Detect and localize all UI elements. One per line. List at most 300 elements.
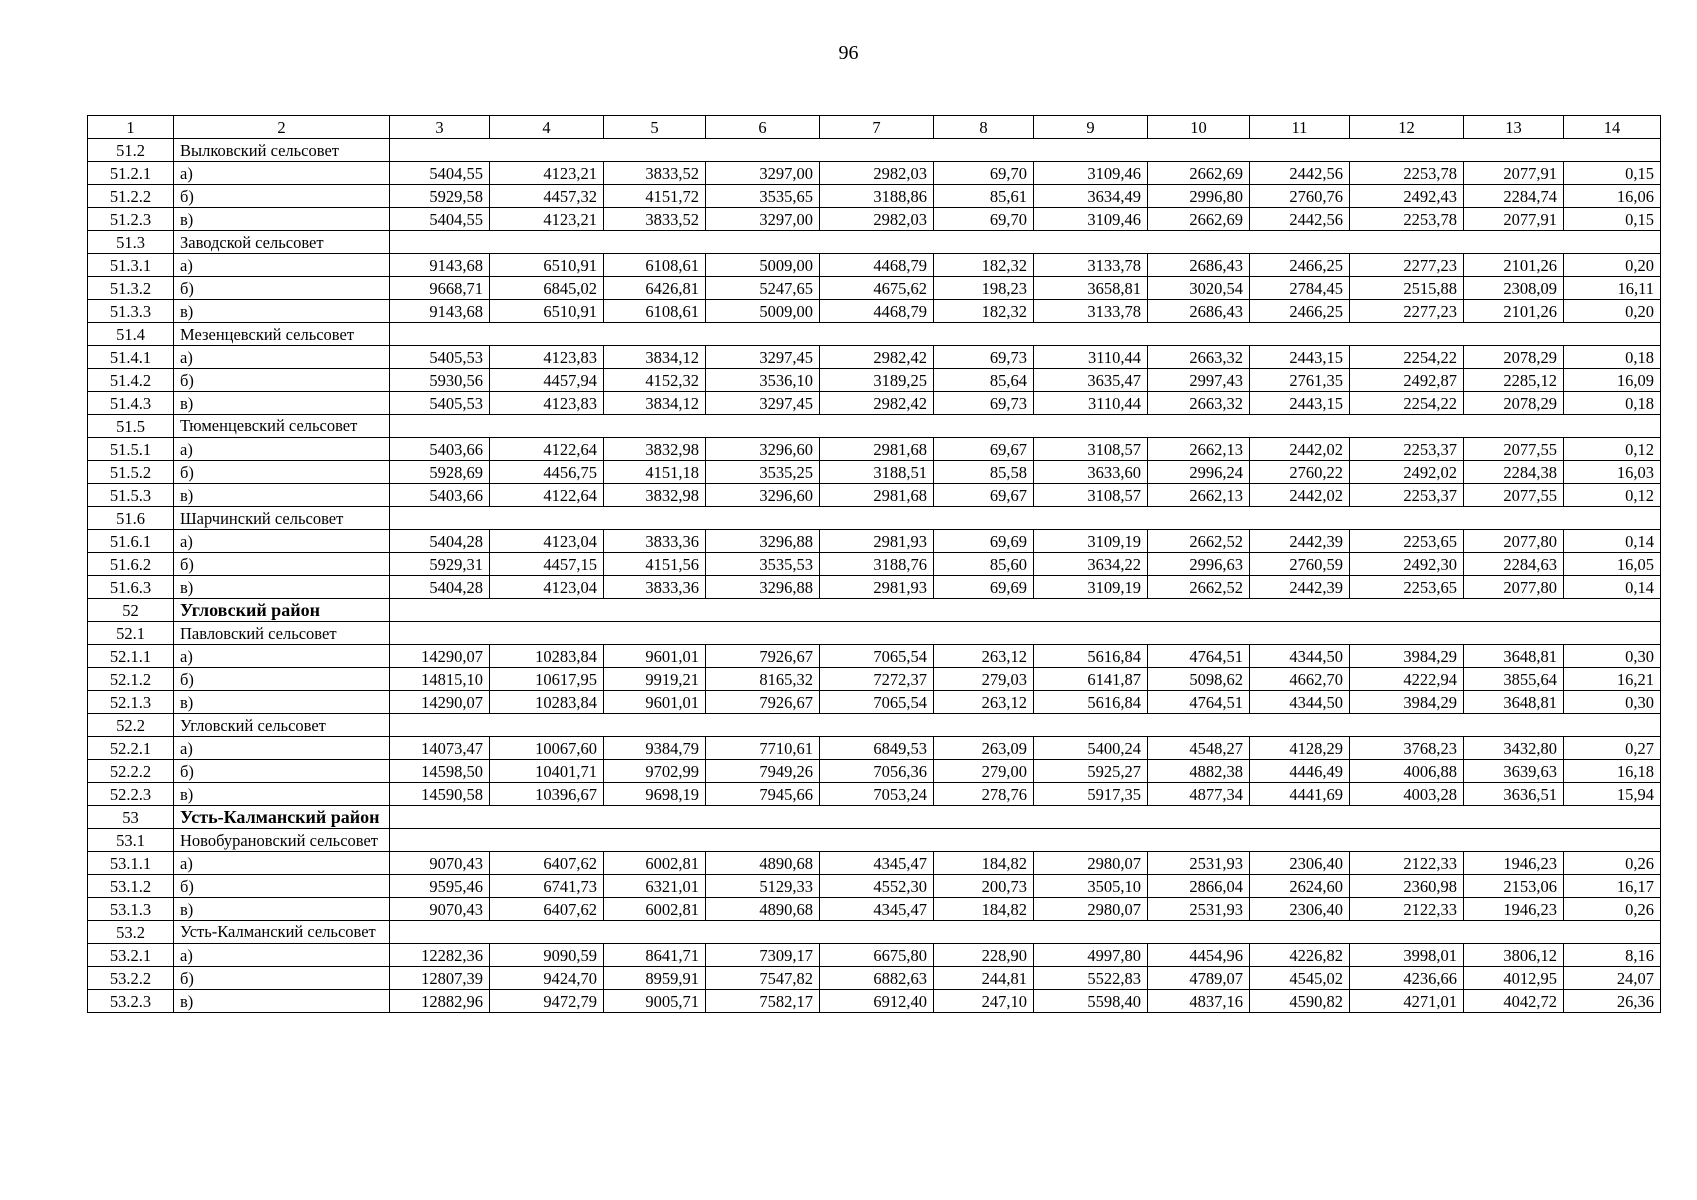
row-code: 51.3.2 [88, 277, 174, 300]
value-cell: 2662,69 [1148, 208, 1250, 231]
row-label: в) [174, 576, 390, 599]
section-name: Мезенцевский сельсовет [174, 323, 390, 346]
value-cell: 2078,29 [1464, 346, 1564, 369]
value-cell: 3639,63 [1464, 760, 1564, 783]
value-cell: 2982,03 [820, 162, 934, 185]
value-cell: 2077,80 [1464, 530, 1564, 553]
value-cell: 7056,36 [820, 760, 934, 783]
value-cell: 2122,33 [1350, 852, 1464, 875]
value-cell: 10396,67 [490, 783, 604, 806]
value-cell: 0,26 [1564, 852, 1661, 875]
value-cell: 4675,62 [820, 277, 934, 300]
value-cell: 2982,42 [820, 346, 934, 369]
value-cell: 4151,18 [604, 461, 706, 484]
value-cell: 2531,93 [1148, 898, 1250, 921]
value-cell: 4446,49 [1250, 760, 1350, 783]
value-cell: 16,03 [1564, 461, 1661, 484]
value-cell: 2442,39 [1250, 576, 1350, 599]
value-cell: 5404,28 [390, 576, 490, 599]
row-code: 52.2.3 [88, 783, 174, 806]
value-cell: 9601,01 [604, 691, 706, 714]
value-cell: 2360,98 [1350, 875, 1464, 898]
row-label: б) [174, 668, 390, 691]
value-cell: 2760,22 [1250, 461, 1350, 484]
value-cell: 14290,07 [390, 691, 490, 714]
row-code: 53.1 [88, 829, 174, 852]
value-cell: 3658,81 [1034, 277, 1148, 300]
table-row [88, 438, 1661, 461]
value-cell: 6882,63 [820, 967, 934, 990]
value-cell: 2997,43 [1148, 369, 1250, 392]
value-cell: 7710,61 [706, 737, 820, 760]
value-cell: 3188,76 [820, 553, 934, 576]
value-cell: 5400,24 [1034, 737, 1148, 760]
column-header: 4 [490, 116, 604, 139]
value-cell: 2077,55 [1464, 438, 1564, 461]
value-cell: 2761,35 [1250, 369, 1350, 392]
value-cell: 0,18 [1564, 346, 1661, 369]
row-code: 52.1.3 [88, 691, 174, 714]
row-code: 53.1.2 [88, 875, 174, 898]
value-cell: 2306,40 [1250, 852, 1350, 875]
value-cell: 0,15 [1564, 162, 1661, 185]
value-cell: 3189,25 [820, 369, 934, 392]
value-cell: 5098,62 [1148, 668, 1250, 691]
table-row [88, 185, 1661, 208]
value-cell: 14590,58 [390, 783, 490, 806]
value-cell: 4456,75 [490, 461, 604, 484]
value-cell: 6845,02 [490, 277, 604, 300]
value-cell: 6407,62 [490, 852, 604, 875]
column-header: 12 [1350, 116, 1464, 139]
value-cell: 9698,19 [604, 783, 706, 806]
value-cell: 9595,46 [390, 875, 490, 898]
value-cell: 3110,44 [1034, 392, 1148, 415]
value-cell: 3832,98 [604, 438, 706, 461]
row-code: 51.5.1 [88, 438, 174, 461]
value-cell: 1946,23 [1464, 852, 1564, 875]
table-row [88, 576, 1661, 599]
row-code: 51.5.2 [88, 461, 174, 484]
value-cell: 0,30 [1564, 645, 1661, 668]
value-cell: 3833,52 [604, 162, 706, 185]
value-cell: 0,12 [1564, 484, 1661, 507]
value-cell: 16,18 [1564, 760, 1661, 783]
row-code: 51.6.1 [88, 530, 174, 553]
value-cell: 2253,78 [1350, 162, 1464, 185]
value-cell: 0,30 [1564, 691, 1661, 714]
value-cell: 69,69 [934, 576, 1034, 599]
section-row [88, 714, 1661, 737]
row-code: 51.3 [88, 231, 174, 254]
value-cell: 2284,63 [1464, 553, 1564, 576]
value-cell: 5917,35 [1034, 783, 1148, 806]
column-header: 10 [1148, 116, 1250, 139]
value-cell: 9005,71 [604, 990, 706, 1013]
row-code: 52.2.1 [88, 737, 174, 760]
table-row [88, 162, 1661, 185]
value-cell: 69,69 [934, 530, 1034, 553]
value-cell: 6426,81 [604, 277, 706, 300]
row-code: 52.2 [88, 714, 174, 737]
value-cell: 5598,40 [1034, 990, 1148, 1013]
value-cell: 3110,44 [1034, 346, 1148, 369]
value-cell: 69,70 [934, 162, 1034, 185]
value-cell: 2253,65 [1350, 530, 1464, 553]
value-cell: 10617,95 [490, 668, 604, 691]
value-cell: 4344,50 [1250, 645, 1350, 668]
empty-span-cell [390, 622, 1661, 645]
column-header: 8 [934, 116, 1034, 139]
value-cell: 8641,71 [604, 944, 706, 967]
row-code: 51.2.2 [88, 185, 174, 208]
value-cell: 2253,65 [1350, 576, 1464, 599]
value-cell: 69,67 [934, 438, 1034, 461]
value-cell: 6141,87 [1034, 668, 1148, 691]
value-cell: 2981,68 [820, 484, 934, 507]
value-cell: 9090,59 [490, 944, 604, 967]
empty-span-cell [390, 829, 1661, 852]
table-body [88, 116, 1661, 1013]
row-label: а) [174, 346, 390, 369]
value-cell: 10283,84 [490, 645, 604, 668]
value-cell: 4454,96 [1148, 944, 1250, 967]
value-cell: 263,12 [934, 645, 1034, 668]
column-header: 1 [88, 116, 174, 139]
value-cell: 4890,68 [706, 852, 820, 875]
column-header: 2 [174, 116, 390, 139]
value-cell: 12807,39 [390, 967, 490, 990]
value-cell: 7547,82 [706, 967, 820, 990]
value-cell: 14290,07 [390, 645, 490, 668]
value-cell: 14598,50 [390, 760, 490, 783]
value-cell: 2662,52 [1148, 576, 1250, 599]
value-cell: 4997,80 [1034, 944, 1148, 967]
value-cell: 263,12 [934, 691, 1034, 714]
value-cell: 5405,53 [390, 346, 490, 369]
row-label: а) [174, 438, 390, 461]
row-code: 52 [88, 599, 174, 622]
district-row [88, 599, 1661, 622]
value-cell: 3020,54 [1148, 277, 1250, 300]
value-cell: 9143,68 [390, 254, 490, 277]
value-cell: 5404,55 [390, 162, 490, 185]
value-cell: 4042,72 [1464, 990, 1564, 1013]
empty-span-cell [390, 921, 1661, 944]
value-cell: 2254,22 [1350, 346, 1464, 369]
value-cell: 6849,53 [820, 737, 934, 760]
value-cell: 2306,40 [1250, 898, 1350, 921]
value-cell: 4882,38 [1148, 760, 1250, 783]
value-cell: 0,14 [1564, 576, 1661, 599]
value-cell: 3984,29 [1350, 691, 1464, 714]
row-label: в) [174, 208, 390, 231]
value-cell: 200,73 [934, 875, 1034, 898]
value-cell: 6108,61 [604, 254, 706, 277]
value-cell: 2153,06 [1464, 875, 1564, 898]
value-cell: 69,67 [934, 484, 1034, 507]
value-cell: 4590,82 [1250, 990, 1350, 1013]
empty-span-cell [390, 323, 1661, 346]
value-cell: 3536,10 [706, 369, 820, 392]
value-cell: 3636,51 [1464, 783, 1564, 806]
value-cell: 16,06 [1564, 185, 1661, 208]
value-cell: 4441,69 [1250, 783, 1350, 806]
value-cell: 279,03 [934, 668, 1034, 691]
row-code: 53.1.3 [88, 898, 174, 921]
value-cell: 85,64 [934, 369, 1034, 392]
value-cell: 3296,60 [706, 438, 820, 461]
value-cell: 3998,01 [1350, 944, 1464, 967]
column-header: 11 [1250, 116, 1350, 139]
value-cell: 5009,00 [706, 300, 820, 323]
value-cell: 247,10 [934, 990, 1034, 1013]
value-cell: 16,11 [1564, 277, 1661, 300]
section-row [88, 415, 1661, 438]
row-label: а) [174, 530, 390, 553]
column-header: 5 [604, 116, 706, 139]
page-number: 96 [838, 42, 859, 64]
value-cell: 5522,83 [1034, 967, 1148, 990]
value-cell: 4764,51 [1148, 645, 1250, 668]
value-cell: 3133,78 [1034, 300, 1148, 323]
value-cell: 2624,60 [1250, 875, 1350, 898]
row-label: б) [174, 760, 390, 783]
value-cell: 4122,64 [490, 484, 604, 507]
value-cell: 184,82 [934, 852, 1034, 875]
value-cell: 16,09 [1564, 369, 1661, 392]
value-cell: 3133,78 [1034, 254, 1148, 277]
value-cell: 7065,54 [820, 645, 934, 668]
value-cell: 0,18 [1564, 392, 1661, 415]
value-cell: 2996,24 [1148, 461, 1250, 484]
value-cell: 2662,13 [1148, 438, 1250, 461]
value-cell: 4457,15 [490, 553, 604, 576]
row-code: 51.6 [88, 507, 174, 530]
row-code: 53.1.1 [88, 852, 174, 875]
table-row [88, 392, 1661, 415]
table-row [88, 875, 1661, 898]
row-label: б) [174, 553, 390, 576]
table-row [88, 369, 1661, 392]
table-row [88, 461, 1661, 484]
value-cell: 7926,67 [706, 691, 820, 714]
value-cell: 6002,81 [604, 852, 706, 875]
table-row [88, 208, 1661, 231]
table-row [88, 530, 1661, 553]
value-cell: 2981,68 [820, 438, 934, 461]
row-label: б) [174, 369, 390, 392]
row-label: б) [174, 185, 390, 208]
section-name: Новобурановский сельсовет [174, 829, 390, 852]
value-cell: 4123,21 [490, 162, 604, 185]
row-label: а) [174, 737, 390, 760]
value-cell: 4345,47 [820, 852, 934, 875]
table-row [88, 852, 1661, 875]
tariff-table [87, 115, 1661, 1013]
value-cell: 3535,53 [706, 553, 820, 576]
value-cell: 16,05 [1564, 553, 1661, 576]
row-code: 52.1.1 [88, 645, 174, 668]
value-cell: 9143,68 [390, 300, 490, 323]
row-code: 51.3.3 [88, 300, 174, 323]
value-cell: 4236,66 [1350, 967, 1464, 990]
value-cell: 2515,88 [1350, 277, 1464, 300]
value-cell: 2492,30 [1350, 553, 1464, 576]
value-cell: 0,27 [1564, 737, 1661, 760]
value-cell: 3535,65 [706, 185, 820, 208]
row-code: 51.2.1 [88, 162, 174, 185]
section-name: Заводской сельсовет [174, 231, 390, 254]
value-cell: 2492,43 [1350, 185, 1464, 208]
value-cell: 5009,00 [706, 254, 820, 277]
value-cell: 2077,55 [1464, 484, 1564, 507]
table-row [88, 553, 1661, 576]
value-cell: 7926,67 [706, 645, 820, 668]
value-cell: 1946,23 [1464, 898, 1564, 921]
value-cell: 8,16 [1564, 944, 1661, 967]
table-row [88, 484, 1661, 507]
value-cell: 4468,79 [820, 254, 934, 277]
value-cell: 3109,46 [1034, 162, 1148, 185]
section-row [88, 921, 1661, 944]
value-cell: 2077,91 [1464, 162, 1564, 185]
row-label: а) [174, 852, 390, 875]
value-cell: 9919,21 [604, 668, 706, 691]
value-cell: 3296,60 [706, 484, 820, 507]
value-cell: 3297,45 [706, 392, 820, 415]
value-cell: 2078,29 [1464, 392, 1564, 415]
column-header: 7 [820, 116, 934, 139]
value-cell: 3297,00 [706, 208, 820, 231]
value-cell: 6002,81 [604, 898, 706, 921]
value-cell: 4122,64 [490, 438, 604, 461]
value-cell: 4222,94 [1350, 668, 1464, 691]
value-cell: 2253,37 [1350, 484, 1464, 507]
row-code: 51.2 [88, 139, 174, 162]
table-row [88, 300, 1661, 323]
value-cell: 3832,98 [604, 484, 706, 507]
value-cell: 0,20 [1564, 300, 1661, 323]
table-row [88, 346, 1661, 369]
value-cell: 24,07 [1564, 967, 1661, 990]
row-label: в) [174, 691, 390, 714]
value-cell: 3834,12 [604, 346, 706, 369]
value-cell: 2077,80 [1464, 576, 1564, 599]
value-cell: 4152,32 [604, 369, 706, 392]
value-cell: 9384,79 [604, 737, 706, 760]
value-cell: 2662,13 [1148, 484, 1250, 507]
value-cell: 2101,26 [1464, 254, 1564, 277]
value-cell: 3297,00 [706, 162, 820, 185]
row-code: 51.4.2 [88, 369, 174, 392]
value-cell: 5930,56 [390, 369, 490, 392]
value-cell: 4123,21 [490, 208, 604, 231]
value-cell: 228,90 [934, 944, 1034, 967]
section-name: Усть-Калманский сельсовет [174, 921, 390, 944]
empty-span-cell [390, 806, 1661, 829]
value-cell: 4345,47 [820, 898, 934, 921]
row-code: 52.1.2 [88, 668, 174, 691]
section-row [88, 139, 1661, 162]
value-cell: 2492,02 [1350, 461, 1464, 484]
empty-span-cell [390, 231, 1661, 254]
value-cell: 0,15 [1564, 208, 1661, 231]
section-name: Павловский сельсовет [174, 622, 390, 645]
value-cell: 2784,45 [1250, 277, 1350, 300]
value-cell: 6912,40 [820, 990, 934, 1013]
value-cell: 69,73 [934, 346, 1034, 369]
section-name: Вылковский сельсовет [174, 139, 390, 162]
value-cell: 7053,24 [820, 783, 934, 806]
value-cell: 4877,34 [1148, 783, 1250, 806]
value-cell: 2982,42 [820, 392, 934, 415]
value-cell: 5616,84 [1034, 645, 1148, 668]
table-row [88, 944, 1661, 967]
section-row [88, 622, 1661, 645]
value-cell: 2663,32 [1148, 392, 1250, 415]
value-cell: 5929,31 [390, 553, 490, 576]
value-cell: 2531,93 [1148, 852, 1250, 875]
value-cell: 2996,63 [1148, 553, 1250, 576]
value-cell: 9702,99 [604, 760, 706, 783]
value-cell: 3648,81 [1464, 645, 1564, 668]
value-cell: 7582,17 [706, 990, 820, 1013]
value-cell: 2443,15 [1250, 346, 1350, 369]
value-cell: 7309,17 [706, 944, 820, 967]
row-label: в) [174, 990, 390, 1013]
value-cell: 3833,36 [604, 576, 706, 599]
value-cell: 6741,73 [490, 875, 604, 898]
table-row [88, 967, 1661, 990]
value-cell: 3109,19 [1034, 576, 1148, 599]
value-cell: 9668,71 [390, 277, 490, 300]
row-label: б) [174, 277, 390, 300]
value-cell: 4344,50 [1250, 691, 1350, 714]
value-cell: 2663,32 [1148, 346, 1250, 369]
value-cell: 2492,87 [1350, 369, 1464, 392]
header-row [88, 116, 1661, 139]
value-cell: 6407,62 [490, 898, 604, 921]
row-code: 52.2.2 [88, 760, 174, 783]
district-name: Усть-Калманский район [174, 806, 390, 829]
empty-span-cell [390, 507, 1661, 530]
value-cell: 2122,33 [1350, 898, 1464, 921]
table-row [88, 277, 1661, 300]
value-cell: 2442,56 [1250, 208, 1350, 231]
value-cell: 4151,72 [604, 185, 706, 208]
value-cell: 16,17 [1564, 875, 1661, 898]
column-header: 3 [390, 116, 490, 139]
value-cell: 8165,32 [706, 668, 820, 691]
value-cell: 9424,70 [490, 967, 604, 990]
value-cell: 69,73 [934, 392, 1034, 415]
value-cell: 3834,12 [604, 392, 706, 415]
value-cell: 2077,91 [1464, 208, 1564, 231]
value-cell: 7065,54 [820, 691, 934, 714]
value-cell: 4151,56 [604, 553, 706, 576]
value-cell: 3109,46 [1034, 208, 1148, 231]
value-cell: 4545,02 [1250, 967, 1350, 990]
row-label: б) [174, 967, 390, 990]
row-code: 51.4.3 [88, 392, 174, 415]
value-cell: 4457,94 [490, 369, 604, 392]
value-cell: 3109,19 [1034, 530, 1148, 553]
row-label: а) [174, 254, 390, 277]
value-cell: 5928,69 [390, 461, 490, 484]
value-cell: 4003,28 [1350, 783, 1464, 806]
value-cell: 4548,27 [1148, 737, 1250, 760]
